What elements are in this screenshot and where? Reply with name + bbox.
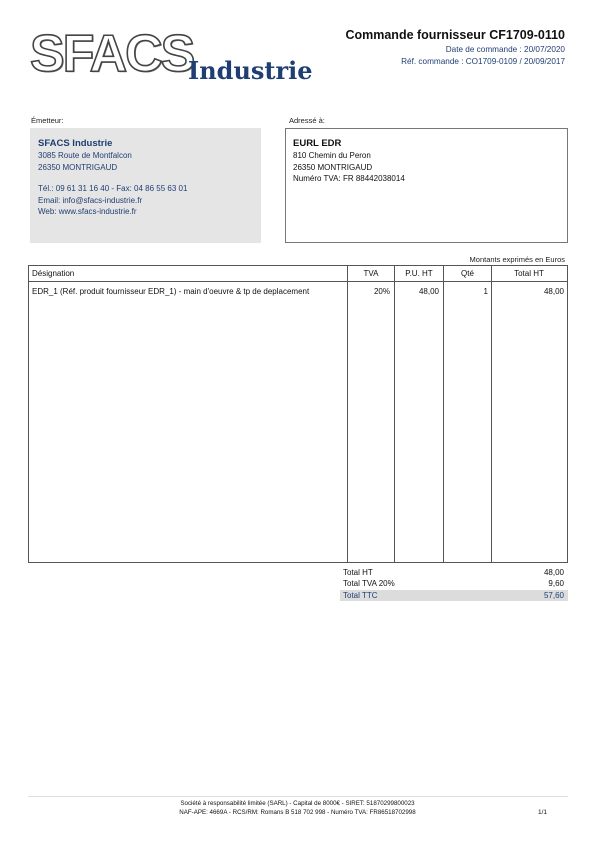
header-tva: TVA — [363, 269, 379, 278]
recipient-label: Adressé à: — [289, 116, 325, 125]
total-ttc-label: Total TTC — [343, 591, 378, 600]
row-total-ht: 48,00 — [543, 287, 564, 296]
order-reference: Réf. commande : CO1709-0109 / 20/09/2017 — [401, 57, 565, 66]
total-ht-label: Total HT — [343, 568, 373, 577]
page-number: 1/1 — [537, 809, 547, 816]
logo-industrie-text: Industrie — [188, 56, 313, 85]
recipient-address2: 26350 MONTRIGAUD — [293, 162, 373, 172]
sender-label: Émetteur: — [31, 116, 64, 125]
document-title: Commande fournisseur CF1709-0110 — [345, 28, 565, 42]
sender-address2: 26350 MONTRIGAUD — [38, 162, 118, 172]
order-date: Date de commande : 20/07/2020 — [445, 45, 565, 54]
recipient-address1: 810 Chemin du Peron — [293, 151, 371, 160]
row-unit-price: 48,00 — [418, 287, 439, 296]
row-designation: EDR_1 (Réf. produit fournisseur EDR_1) - main d'oeuvre & tp de deplacement — [32, 287, 310, 296]
items-table — [28, 265, 568, 563]
currency-note: Montants exprimés en Euros — [469, 255, 565, 264]
total-tva-label: Total TVA 20% — [343, 579, 395, 588]
recipient-vat: Numéro TVA: FR 88442038014 — [293, 174, 405, 183]
recipient-name: EURL EDR — [293, 138, 342, 149]
total-tva-value: 9,60 — [548, 579, 564, 588]
total-ttc-row — [340, 590, 568, 601]
footer-divider — [28, 796, 568, 797]
logo-sfacs-text: SFACS — [30, 25, 194, 83]
sender-web: Web: www.sfacs-industrie.fr — [38, 207, 137, 216]
header-designation: Désignation — [32, 269, 75, 278]
sender-name: SFACS Industrie — [38, 138, 113, 149]
header-total-ht: Total HT — [514, 269, 544, 278]
header-unit-price: P.U. HT — [405, 269, 433, 278]
total-tva-row — [340, 578, 568, 589]
sender-email: Email: info@sfacs-industrie.fr — [38, 195, 143, 205]
total-ttc-value: 57,60 — [543, 591, 564, 600]
footer-legal-line1: Société à responsabilité limitée (SARL) - Capital de 8000€ - SIRET: 51870299800023 — [180, 800, 415, 807]
sender-box — [30, 128, 261, 243]
company-logo — [30, 25, 320, 86]
footer-legal-line2: NAF-APE: 4669A - RCS/RM: Romans B 518 702 998 - Numéro TVA: FR86518702998 — [179, 809, 416, 816]
sender-phone: Tél.: 09 61 31 16 40 - Fax: 04 86 55 63 01 — [38, 184, 188, 193]
row-tva: 20% — [373, 287, 390, 296]
row-quantity: 1 — [483, 287, 488, 296]
sender-address1: 3085 Route de Montfalcon — [38, 151, 132, 160]
total-ht-row — [340, 567, 568, 578]
recipient-box — [285, 128, 568, 243]
header-quantity: Qté — [461, 269, 474, 278]
total-ht-value: 48,00 — [543, 568, 564, 577]
